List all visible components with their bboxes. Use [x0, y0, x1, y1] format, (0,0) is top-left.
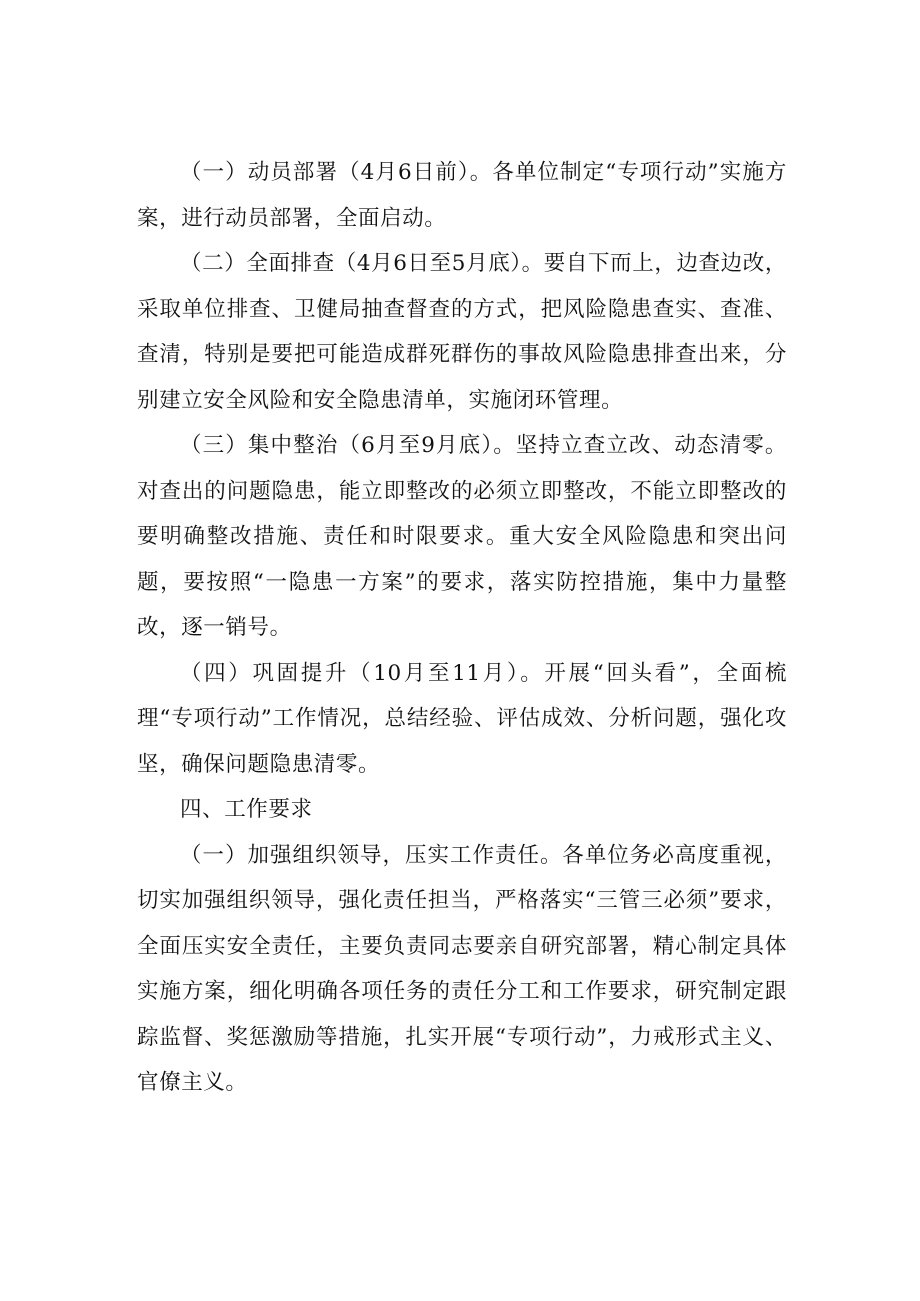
- paragraph-comprehensive-inspection: （二）全面排查（4月6日至5月底）。要自下而上，边查边改，采取单位排查、卫健局抽查督查的方式，把风险隐患查实、查准、查清，特别是要把可能造成群死群伤的事故风险隐患排查出来，分别建立安全风险和安全隐患清单，实施闭环管理。: [137, 251, 787, 413]
- section-heading-work-requirements: 四、工作要求: [180, 797, 313, 822]
- paragraph-mobilization: （一）动员部署（4月6日前）。各单位制定“专项行动”实施方案，进行动员部署，全面启动。: [137, 160, 787, 231]
- paragraph-centralized-rectification: （三）集中整治（6月至9月底）。坚持立查立改、动态清零。对查出的问题隐患，能立即整改的必须立即整改，不能立即整改的要明确整改措施、责任和时限要求。重大安全风险隐患和突出问题，要按照“一隐患一方案”的要求，落实防控措施，集中力量整改，逐一销号。: [137, 433, 787, 640]
- paragraph-organizational-leadership: （一）加强组织领导，压实工作责任。各单位务必高度重视，切实加强组织领导，强化责任担当，严格落实“三管三必须”要求，全面压实安全责任，主要负责同志要亲自研究部署，精心制定具体实施方案，细化明确各项任务的责任分工和工作要求，研究制定跟踪监督、奖惩激励等措施，扎实开展“专项行动”，力戒形式主义、官僚主义。: [137, 842, 787, 1095]
- document-body: [137, 150, 787, 1106]
- paragraph-consolidation: （四）巩固提升（10月至11月）。开展“回头看”，全面梳理“专项行动”工作情况，总结经验、评估成效、分析问题，强化攻坚，确保问题隐患清零。: [137, 660, 787, 777]
